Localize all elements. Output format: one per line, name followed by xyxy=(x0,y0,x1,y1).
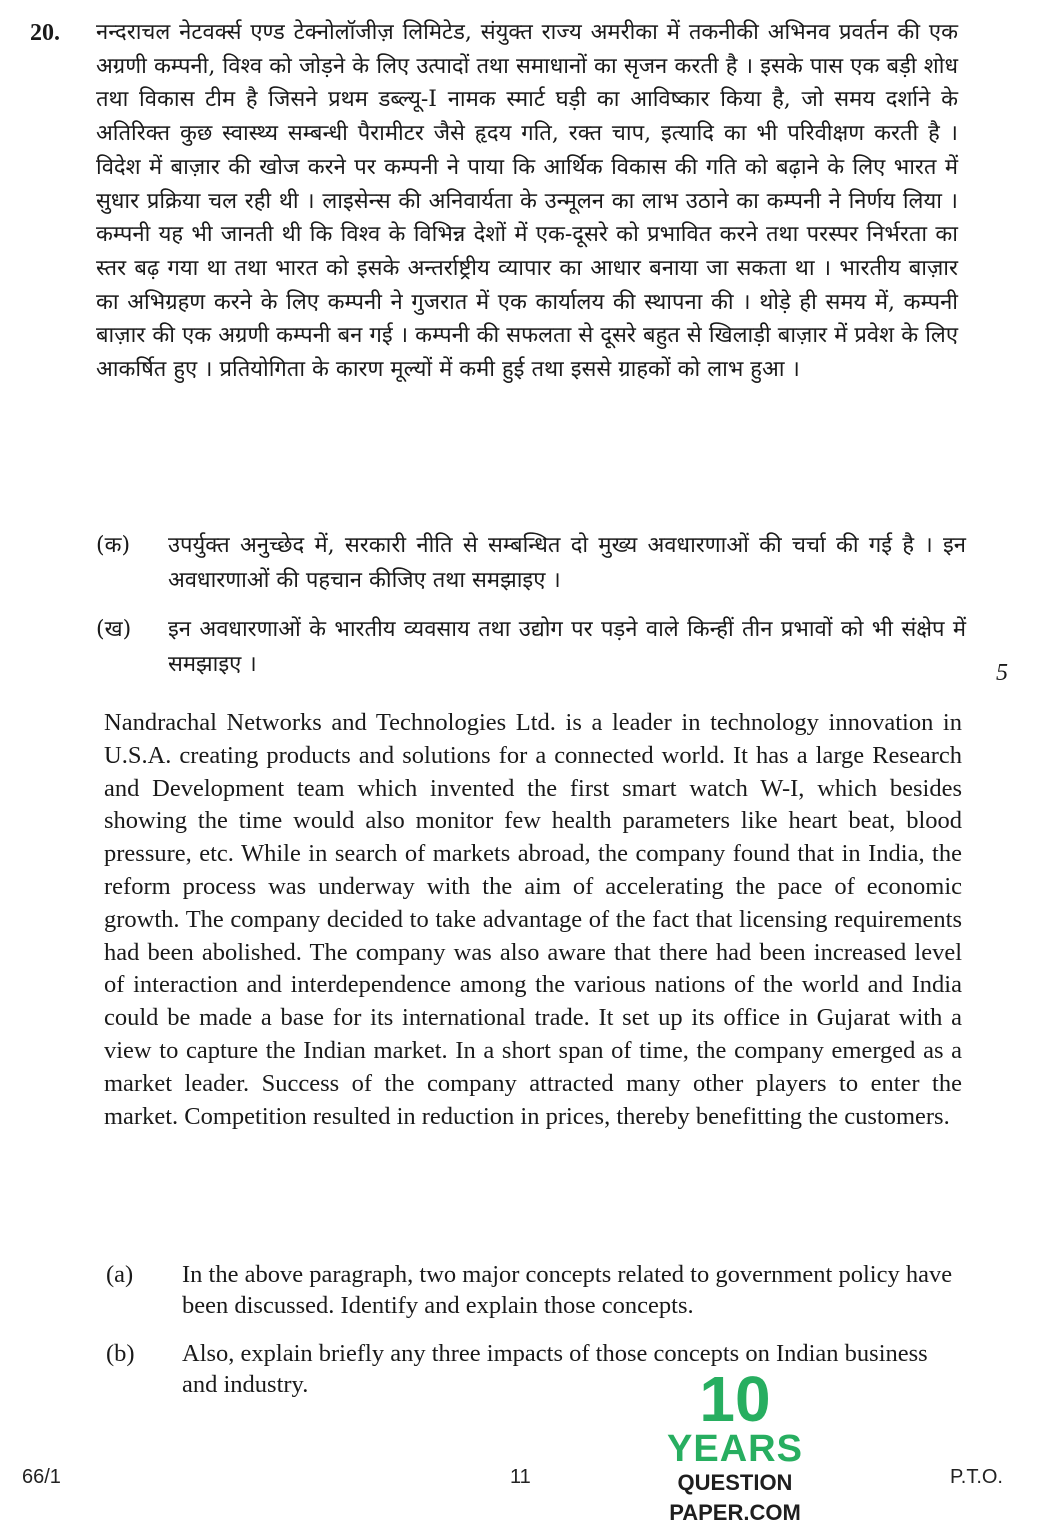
english-part-a-label: (a) xyxy=(106,1261,134,1288)
watermark-number: 10 xyxy=(699,1363,771,1435)
english-paragraph: Nandrachal Networks and Technologies Ltd. is a leader in technology innovation in U.S.A. creating products and solutions for a connected world. It has a large Research and Development team which invented the first smart watch W-I, which besides showing the time would also monitor few health parameters like heart beat, blood pressure, etc. While in search of markets abroad, the company found that in India, the reform process was underway with the aim of accelerating the pace of economic growth. The company decided to take advantage of the fact that licensing requirements had been abolished. The company was also aware that there had been increased level of interaction and interdependence among the various nations of the world and India could be made a base for its international trade. It set up its office in Gujarat with a view to capture the Indian market. In a short span of time, the company emerged as a market leader. Success of the company attracted many other players to enter the market. Competition resulted in reduction in prices, thereby benefitting the customers. xyxy=(104,709,962,1130)
watermark-site: QUESTION PAPER.COM xyxy=(669,1470,801,1525)
watermark-logo xyxy=(615,1363,855,1528)
hindi-paragraph: नन्दराचल नेटवर्क्स एण्ड टेक्नोलॉजीज़ लिमिटेड, संयुक्त राज्य अमरीका में तकनीकी अभिनव प्रवर्तन की एक अग्रणी कम्पनी, विश्व को जोड़ने के लिए उत्पादों तथा समाधानों का सृजन करती है । इसके पास एक बड़ी शोध तथा विकास टीम है जिसने प्रथम डब्ल्यू-I नामक स्मार्ट घड़ी का आविष्कार किया है, जो समय दर्शाने के अतिरिक्त कुछ स्वास्थ्य सम्बन्धी पैरामीटर जैसे हृदय गति, रक्त चाप, इत्यादि का भी परिवीक्षण करती है । विदेश में बाज़ार की खोज करने पर कम्पनी ने पाया कि आर्थिक विकास की गति को बढ़ाने के लिए भारत में सुधार प्रक्रिया चल रही थी । लाइसेन्स की अनिवार्यता के उन्मूलन का लाभ उठाने का कम्पनी ने निर्णय लिया । कम्पनी यह भी जानती थी कि विश्व के विभिन्न देशों में एक-दूसरे को प्रभावित करने तथा परस्पर निर्भरता का स्तर बढ़ गया था तथा भारत को इसके अन्तर्राष्ट्रीय व्यापार का आधार बनाया जा सकता था । भारतीय बाज़ार का अभिग्रहण करने के लिए कम्पनी ने गुजरात में एक कार्यालय की स्थापना की । थोड़े ही समय में, कम्पनी बाज़ार की एक अग्रणी कम्पनी बन गई । कम्पनी की सफलता से दूसरे बहुत से खिलाड़ी बाज़ार में प्रवेश के लिए आकर्षित हुए । प्रतियोगिता के कारण मूल्यों में कमी हुई तथा इससे ग्राहकों को लाभ हुआ । xyxy=(96,20,958,383)
english-part-a-text: In the above paragraph, two major concepts related to government policy have been discussed. Identify and explain those concepts. xyxy=(182,1261,953,1319)
hindi-part-kha-label: (ख) xyxy=(96,617,132,642)
english-part-a xyxy=(106,1259,966,1321)
english-part-b-label: (b) xyxy=(106,1340,135,1367)
watermark-years: YEARS xyxy=(667,1428,803,1470)
hindi-part-kha xyxy=(96,612,966,682)
hindi-part-ka-label: (क) xyxy=(96,533,131,558)
footer-pto: P.T.O. xyxy=(950,1466,1003,1488)
hindi-part-ka-text: उपर्युक्त अनुच्छेद में, सरकारी नीति से सम्बन्धित दो मुख्य अवधारणाओं की चर्चा की गई है । इन अवधारणाओं की पहचान कीजिए तथा समझाइए । xyxy=(168,533,966,593)
footer-code: 66/1 xyxy=(22,1466,61,1488)
marks: 5 xyxy=(996,660,1008,686)
hindi-part-ka xyxy=(96,528,966,598)
footer-page-number: 11 xyxy=(510,1466,531,1488)
english-part-b-text: Also, explain briefly any three impacts of those concepts on Indian business and industry. xyxy=(182,1340,928,1398)
hindi-part-kha-text: इन अवधारणाओं के भारतीय व्यवसाय तथा उद्योग पर पड़ने वाले किन्हीं तीन प्रभावों को भी संक्षेप में समझाइए । xyxy=(168,617,966,677)
question-number: 20. xyxy=(30,20,60,46)
